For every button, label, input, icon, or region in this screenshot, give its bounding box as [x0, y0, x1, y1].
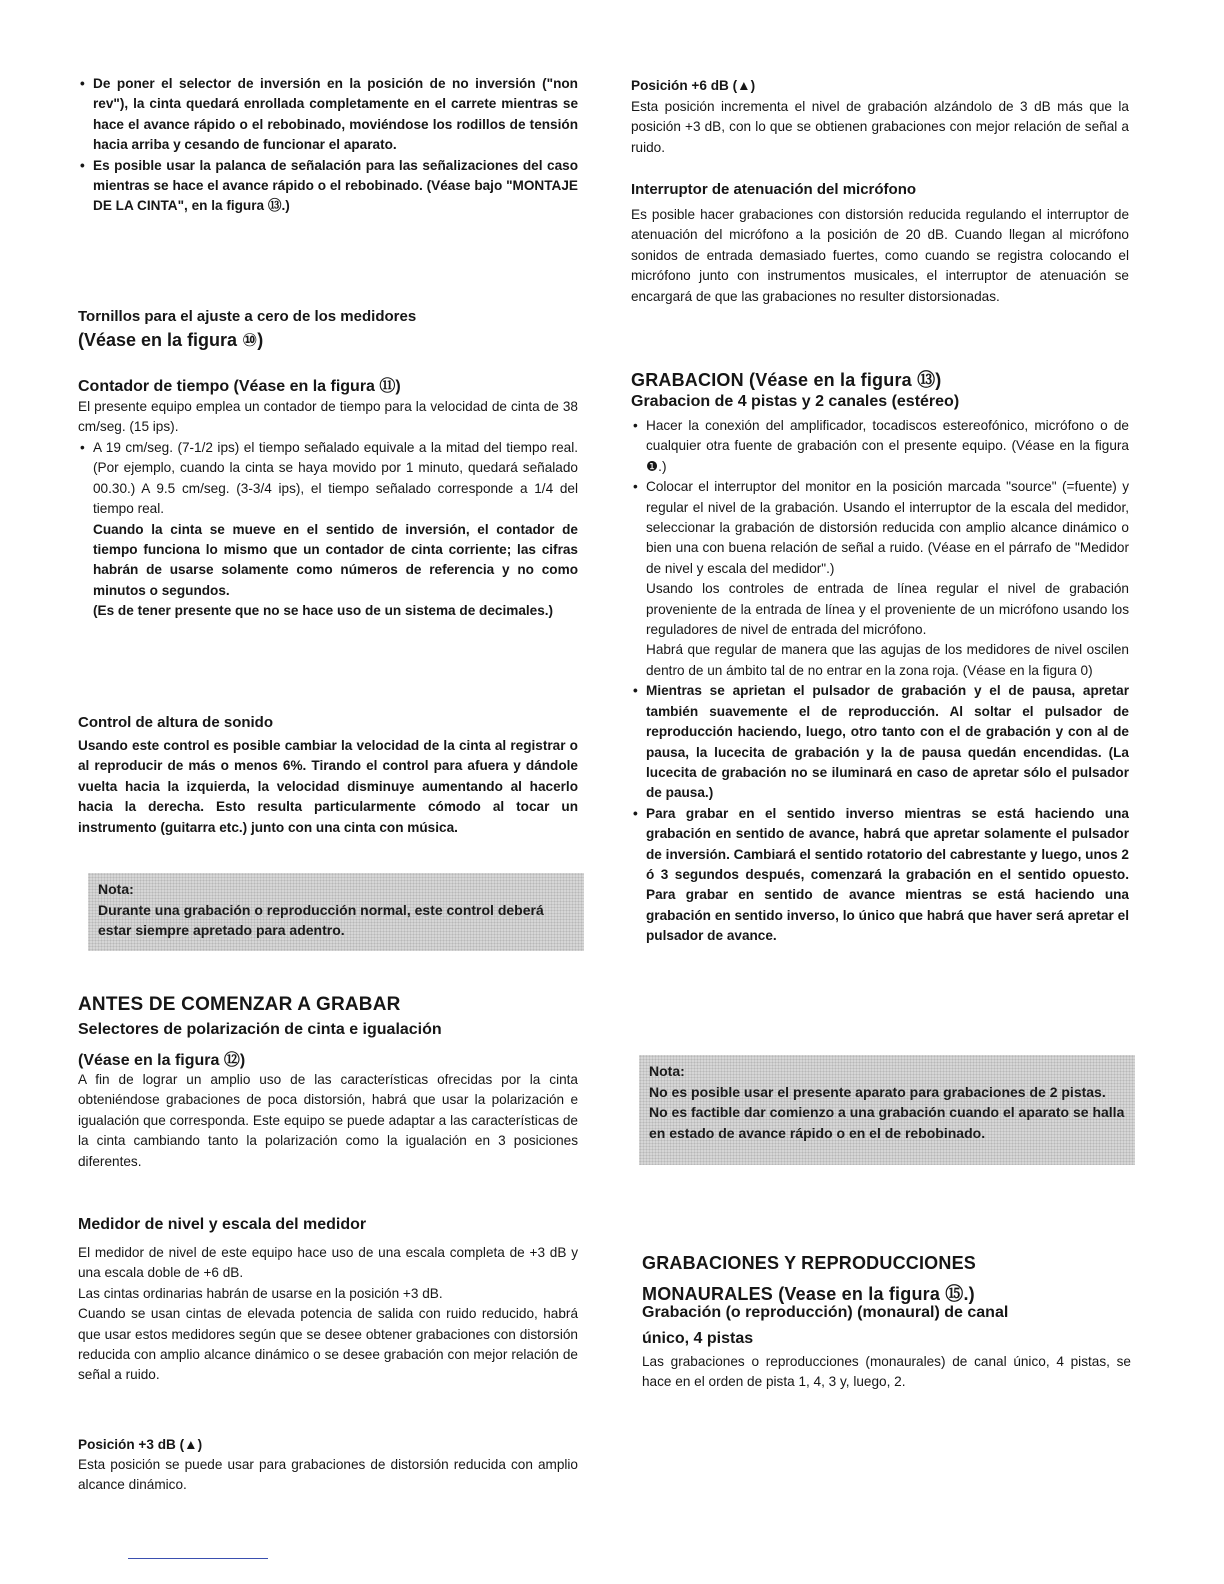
tornillos-heading: Tornillos para el ajuste a cero de los medidores [78, 308, 417, 325]
note-box [639, 1055, 1135, 1165]
mono-body: Las grabaciones o reproducciones (monaurales) de canal único, 4 pistas, se hace en el orden de pista 1, 4, 3 y, luego, 2. [642, 1354, 1131, 1390]
pos3-heading: Posición +3 dB (▲) [78, 1437, 203, 1452]
contador-bullet-text: • A 19 cm/seg. (7-1/2 ips) el tiempo señalado equivale a la mitad del tiempo real. (Por ejemplo, cuando la cinta se haya movido por 1 minuto, quedará señalado 00.30.) A 9.5 cm/seg. (3-3/4 ips), el tiempo señalado corresponde a 1/4 del tiempo real. [93, 440, 578, 517]
grabacion-heading: GRABACION (Véase en la figura ⑬) [631, 370, 942, 390]
grabacion-b2-p1: • Colocar el interruptor del monitor en la posición marcada "source" (=fuente) y regular el nivel de la grabación. Usando el interruptor de la escala del medidor, seleccionar la grabación de distorsión reducida con amplio alcance dinámico o bien una con buena relación de señal a ruido. (Véase en el párrafo de "Medidor de nivel y escala del medidor".) [646, 479, 1129, 576]
pos3-body: Esta posición se puede usar para grabaciones de distorsión reducida con amplio alcance dinámico. [78, 1457, 578, 1493]
contador-list [78, 438, 578, 622]
top-bullets [78, 74, 578, 217]
pos6-heading: Posición +6 dB (▲) [631, 78, 756, 93]
medidor-paragraph-1: El medidor de nivel de este equipo hace uso de una escala completa de +3 dB y una escala doble de +6 dB. [78, 1245, 578, 1281]
contador-paragraph-2: Cuando la cinta se mueve en el sentido de inversión, el contador de tiempo funciona lo mismo que un contador de cinta corriente; las cifras habrán de usarse solamente como números de referencia y no como minutos o segundos. [93, 521, 578, 598]
grabacion-b2-p3: Habrá que regular de manera que las agujas de los medidores de nivel oscilen dentro de un ámbito tal de no entrar en la zona roja. (Véase en la figura 0) [646, 642, 1129, 678]
list-item: • Es posible usar la palanca de señalación para las señalizaciones del caso mientras se hace el avance rápido o el rebobinado. (Véase bajo "MONTAJE DE LA CINTA", en la figura ⑬.) [78, 156, 578, 217]
footer-rule [128, 1558, 268, 1559]
note-label: Nota: [649, 1063, 685, 1079]
list-item: • De poner el selector de inversión en la posición de no inversión ("non rev"), la cinta quedará enrollada completamente en el carrete mientras se hace el avance rápido o el rebobinado, moviéndose los rodillos de tensión hacia arriba y cesando de funcionar el aparato. [78, 74, 578, 156]
grabacion-list [631, 416, 1129, 947]
list-item: • Para grabar en el sentido inverso mientras se está haciendo una grabación en sentido de avance, habrá que apretar solamente el pulsador de inversión. Cambiará el sentido rotatorio del cabrestante y luego, unos 2 ó 3 segundos después, comenzará la grabación en el sentido opuesto. Para grabar en sentido de avance mientras se está haciendo una grabación en sentido inverso, lo único que habrá que haver será apretar el pulsador de avance. [631, 804, 1129, 947]
medidor-paragraph-3: Cuando se usan cintas de elevada potencia de salida con ruido reducido, habrá que usar estos medidores según que se desee obtener grabaciones con distorsión reducida con amplio alcance dinámico o se desee grabación con mejor relación de señal a ruido. [78, 1306, 578, 1383]
note-text: Durante una grabación o reproducción normal, este control deberá estar siempre apretado para adentro. [98, 901, 544, 938]
mono-subheading-line-2: único, 4 pistas [642, 1330, 754, 1347]
mono-subheading-line-1: Grabación (o reproducción) (monaural) de canal [642, 1304, 1009, 1321]
list-item: • Mientras se aprietan el pulsador de grabación y el de pausa, apretar también suavemente el de reproducción. Al soltar el pulsador de reproducción haciendo, luego, otro tanto con el de grabación y con al de pausa, la lucecita de grabación y la de pausa quedán encendidas. (La lucecita de grabación no se iluminará en caso de apretar sólo el pulsador de pausa.) [631, 681, 1129, 803]
selectores-heading: Selectores de polarización de cinta e igualación [78, 1021, 442, 1038]
control-body: Usando este control es posible cambiar la velocidad de la cinta al registrar o al reproducir de más o menos 6%. Tirando el control para afuera y dándole vuelta hacia la izquierda, la velocidad disminuye aumentando al hacerlo hacia la derecha. Esto resulta particularmente cómodo al tocar un instrumento (guitarra etc.) junto con una cinta con música. [78, 738, 578, 835]
contador-intro: El presente equipo emplea un contador de tiempo para la velocidad de cinta de 38 cm/seg. (15 ips). [78, 399, 578, 435]
interruptor-heading: Interruptor de atenuación del micrófono [631, 181, 917, 198]
pos6-body: Esta posición incrementa el nivel de grabación alzándolo de 3 dB más que la posición +3 dB, con lo que se obtienen grabaciones con mejor relación de señal a ruido. [631, 99, 1129, 155]
list-item [78, 438, 578, 622]
note-label: Nota: [98, 881, 134, 897]
interruptor-body: Es posible hacer grabaciones con distorsión reducida regulando el interruptor de atenuación del micrófono a la posición de 20 dB. Cuando llegan al micrófono sonidos de entrada demasiado fuertes, como cuando se registra colocando el micrófono junto con instrumentos musicales, el interruptor de atenuación se encargará de que las grabaciones no resulter distorsionadas. [631, 207, 1129, 304]
medidor-body [78, 1243, 578, 1386]
antes-heading: ANTES DE COMENZAR A GRABAR [78, 994, 401, 1015]
mono-heading-line-2: MONAURALES (Vease en la figura ⑮.) [642, 1284, 975, 1304]
note-text: No es posible usar el presente aparato para grabaciones de 2 pistas. No es factible dar comienzo a una grabación cuando el aparato se halla en estado de avance rápido o en el de rebobinado. [649, 1083, 1125, 1141]
selectores-subheading: (Véase en la figura ⑫) [78, 1052, 246, 1069]
list-item: • Hacer la conexión del amplificador, tocadiscos estereofónico, micrófono o de cualquier otra fuente de grabación con el presente equipo. (Véase en la figura ❶.) [631, 416, 1129, 477]
control-heading: Control de altura de sonido [78, 714, 274, 731]
selectores-body: A fin de lograr un amplio uso de las características ofrecidas por la cinta obteniéndose grabaciones de poca distorsión, habrá que usar la polarización e igualación que corresponda. Este equipo se puede adaptar a las características de la cinta cambiando tanto la polarización como la igualación en 3 posiciones diferentes. [78, 1072, 578, 1169]
tornillos-subheading: (Véase en la figura ⑩) [78, 330, 264, 350]
note-box [88, 873, 584, 951]
medidor-paragraph-2: Las cintas ordinarias habrán de usarse en la posición +3 dB. [78, 1285, 443, 1301]
medidor-heading: Medidor de nivel y escala del medidor [78, 1216, 367, 1233]
contador-heading: Contador de tiempo (Véase en la figura ⑪) [78, 378, 401, 395]
grabacion-subheading: Grabacion de 4 pistas y 2 canales (estéreo) [631, 393, 960, 410]
contador-paragraph-3: (Es de tener presente que no se hace uso de un sistema de decimales.) [93, 603, 554, 619]
list-item [631, 477, 1129, 681]
mono-heading-line-1: GRABACIONES Y REPRODUCCIONES [642, 1253, 976, 1273]
grabacion-b2-p2: Usando los controles de entrada de línea regular el nivel de grabación proveniente de la entrada de línea y el proveniente de un micrófono usando los reguladores de nivel de entrada del micrófono. [646, 581, 1129, 638]
